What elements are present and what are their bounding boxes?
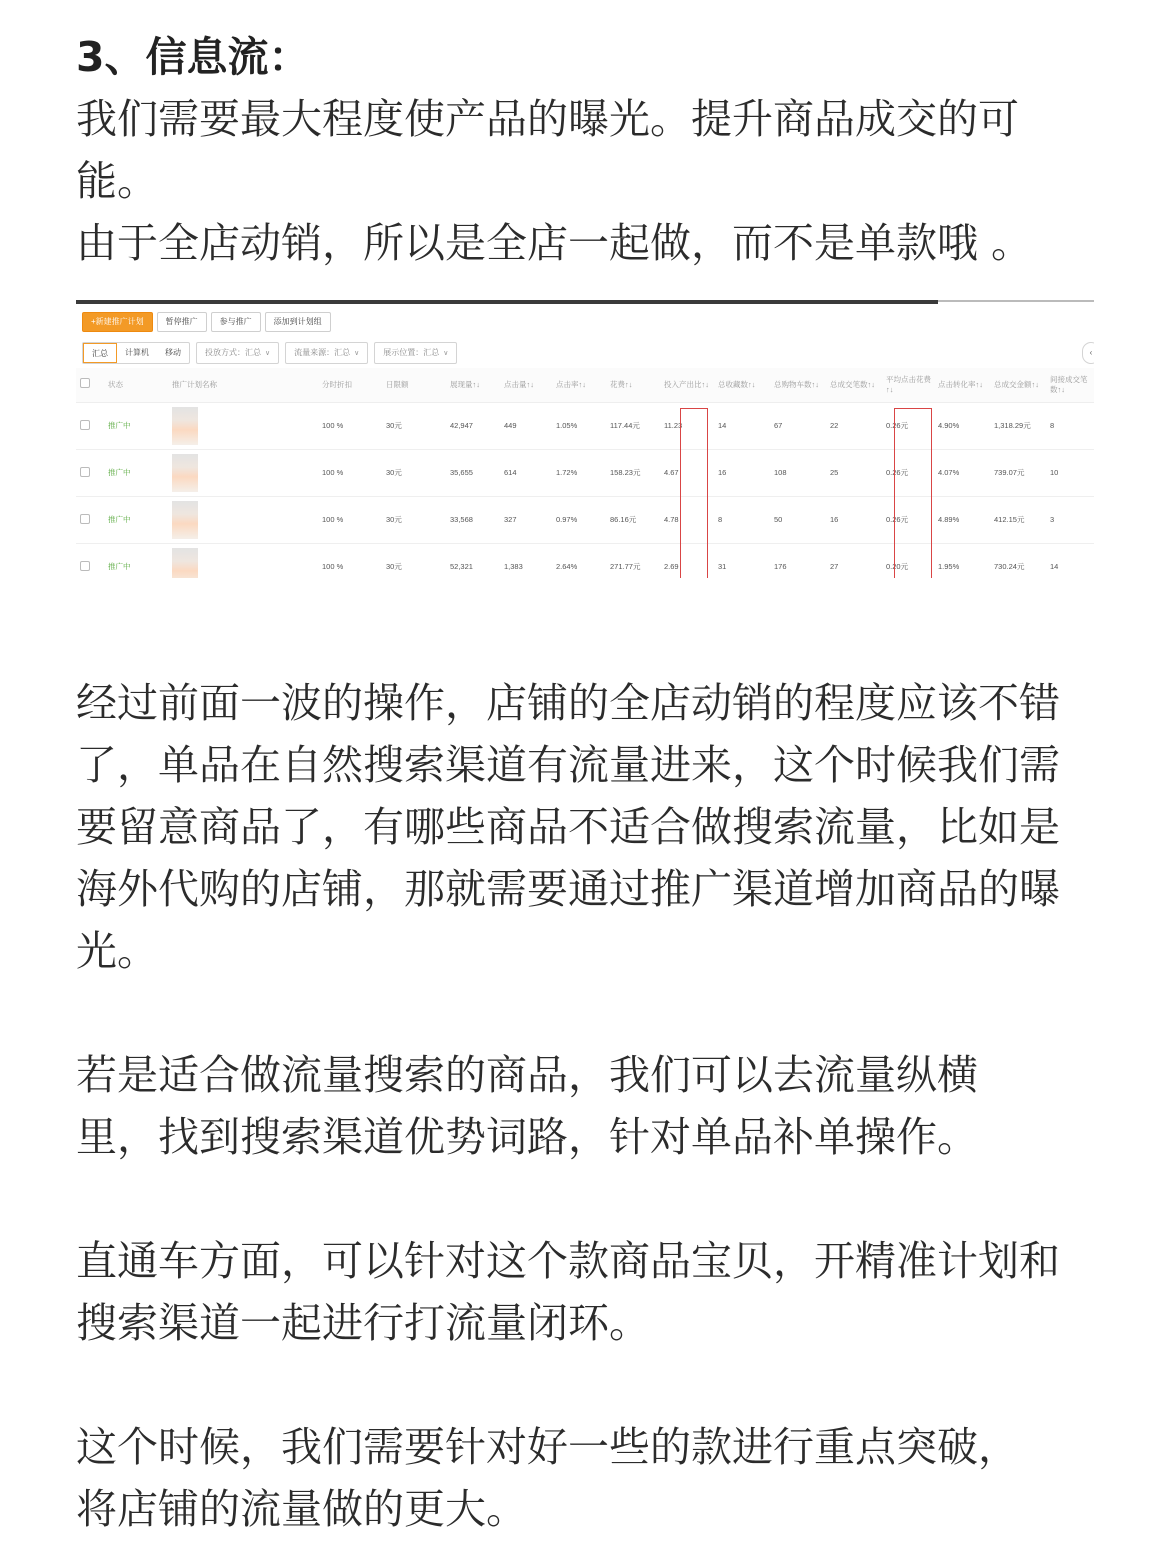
carts-cell: 108 xyxy=(770,449,826,496)
discount-cell: 100 % xyxy=(318,543,382,578)
cost-cell: 86.16元 xyxy=(606,496,660,543)
row-checkbox[interactable] xyxy=(76,402,104,449)
favorites-cell: 8 xyxy=(714,496,770,543)
header-clicks[interactable]: 点击量↑↓ xyxy=(500,368,552,402)
indirect-cell: 10 xyxy=(1046,449,1094,496)
gmv-cell: 412.15元 xyxy=(990,496,1046,543)
orders-cell: 16 xyxy=(826,496,882,543)
favorites-cell: 14 xyxy=(714,402,770,449)
cost-cell: 117.44元 xyxy=(606,402,660,449)
pause-button[interactable]: 暂停推广 xyxy=(157,312,207,332)
ctr-cell: 2.64% xyxy=(552,543,606,578)
chevron-down-icon: ∨ xyxy=(443,350,449,357)
chevron-down-icon: ∨ xyxy=(354,350,360,357)
plan-thumb-cell[interactable] xyxy=(168,496,318,543)
ctr-cell: 1.72% xyxy=(552,449,606,496)
carts-cell: 50 xyxy=(770,496,826,543)
roi-highlight-box xyxy=(680,408,708,578)
row-checkbox[interactable] xyxy=(76,543,104,578)
status-cell: 推广中 xyxy=(104,402,168,449)
limit-cell: 30元 xyxy=(382,543,446,578)
indirect-cell: 8 xyxy=(1046,402,1094,449)
ctr-cell: 1.05% xyxy=(552,402,606,449)
header-plan-name: 推广计划名称 xyxy=(168,368,318,402)
limit-cell: 30元 xyxy=(382,402,446,449)
table-row xyxy=(76,449,1094,496)
row-checkbox[interactable] xyxy=(76,449,104,496)
cpc-highlight-box xyxy=(894,408,932,578)
gmv-cell: 1,318.29元 xyxy=(990,402,1046,449)
header-indirect[interactable]: 间接成交笔数↑↓ xyxy=(1046,368,1094,402)
clicks-cell: 327 xyxy=(500,496,552,543)
table-row xyxy=(76,496,1094,543)
header-select[interactable] xyxy=(76,368,104,402)
paragraph-search-traffic: 若是适合做流量搜索的商品，我们可以去流量纵横里，找到搜索渠道优势词路，针对单品补单操作。 xyxy=(76,1051,978,1161)
cost-cell: 271.77元 xyxy=(606,543,660,578)
table-row xyxy=(76,402,1094,449)
header-status: 状态 xyxy=(104,368,168,402)
cpc-cell: 0.26元 xyxy=(882,449,934,496)
ctr-cell: 0.97% xyxy=(552,496,606,543)
chevron-down-icon: ∨ xyxy=(265,350,271,357)
clicks-cell: 1,383 xyxy=(500,543,552,578)
carts-cell: 67 xyxy=(770,402,826,449)
table-header xyxy=(76,368,1094,402)
row-checkbox[interactable] xyxy=(76,496,104,543)
cvr-cell: 4.07% xyxy=(934,449,990,496)
paragraph-operation: 经过前面一波的操作，店铺的全店动销的程度应该不错了，单品在自然搜索渠道有流量进来，这个时候我们需要留意商品了，有哪些商品不适合做搜索流量，比如是海外代购的店铺，那就需要通过推广渠道增加商品的曝光。 xyxy=(76,679,1060,975)
indirect-cell: 3 xyxy=(1046,496,1094,543)
status-cell: 推广中 xyxy=(104,543,168,578)
header-roi[interactable]: 投入产出比↑↓ xyxy=(660,368,714,402)
paragraph-breakthrough: 这个时候，我们需要针对好一些的款进行重点突破，将店铺的流量做的更大。 xyxy=(76,1423,1019,1533)
cost-cell: 158.23元 xyxy=(606,449,660,496)
clicks-cell: 449 xyxy=(500,402,552,449)
plan-thumbnail xyxy=(172,454,198,492)
header-impressions[interactable]: 展现量↑↓ xyxy=(446,368,500,402)
impressions-cell: 35,655 xyxy=(446,449,500,496)
roi-cell: 4.78 xyxy=(660,496,714,543)
carts-cell: 176 xyxy=(770,543,826,578)
impressions-cell: 52,321 xyxy=(446,543,500,578)
plan-thumb-cell[interactable] xyxy=(168,543,318,578)
roi-cell: 11.23 xyxy=(660,402,714,449)
favorites-cell: 31 xyxy=(714,543,770,578)
limit-cell: 30元 xyxy=(382,496,446,543)
segment-summary[interactable]: 汇总 xyxy=(83,343,117,363)
roi-cell: 4.67 xyxy=(660,449,714,496)
header-ctr[interactable]: 点击率↑↓ xyxy=(552,368,606,402)
plan-table xyxy=(76,368,1094,578)
cpc-cell: 0.26元 xyxy=(882,496,934,543)
toolbar xyxy=(82,312,331,332)
status-cell: 推广中 xyxy=(104,449,168,496)
plan-thumbnail xyxy=(172,407,198,445)
header-cpc[interactable]: 平均点击花费↑↓ xyxy=(882,368,934,402)
header-discount: 分时折扣 xyxy=(318,368,382,402)
plan-thumbnail xyxy=(172,548,198,579)
orders-cell: 22 xyxy=(826,402,882,449)
header-cvr[interactable]: 点击转化率↑↓ xyxy=(934,368,990,402)
cvr-cell: 4.90% xyxy=(934,402,990,449)
indirect-cell: 14 xyxy=(1046,543,1094,578)
gmv-cell: 730.24元 xyxy=(990,543,1046,578)
traffic-source-dropdown[interactable]: 流量来源：汇总 ∨ xyxy=(285,342,368,364)
roi-cell: 2.69 xyxy=(660,543,714,578)
orders-cell: 27 xyxy=(826,543,882,578)
header-gmv[interactable]: 总成交金额↑↓ xyxy=(990,368,1046,402)
section-heading: 3、信息流： xyxy=(76,33,310,81)
promotion-screenshot xyxy=(76,300,1094,578)
cvr-cell: 1.95% xyxy=(934,543,990,578)
add-to-group-button[interactable]: 添加到计划组 xyxy=(265,312,331,332)
table-row xyxy=(76,543,1094,578)
delivery-dropdown[interactable]: 投放方式：汇总 ∨ xyxy=(196,342,279,364)
header-cost[interactable]: 花费↑↓ xyxy=(606,368,660,402)
header-orders[interactable]: 总成交笔数↑↓ xyxy=(826,368,882,402)
discount-cell: 100 % xyxy=(318,496,382,543)
limit-cell: 30元 xyxy=(382,449,446,496)
cpc-cell: 0.26元 xyxy=(882,402,934,449)
favorites-cell: 16 xyxy=(714,449,770,496)
placement-dropdown[interactable]: 展示位置：汇总 ∨ xyxy=(374,342,457,364)
collapse-button[interactable]: ‹ xyxy=(1082,342,1094,364)
cvr-cell: 4.89% xyxy=(934,496,990,543)
cpc-cell: 0.20元 xyxy=(882,543,934,578)
clicks-cell: 614 xyxy=(500,449,552,496)
impressions-cell: 33,568 xyxy=(446,496,500,543)
discount-cell: 100 % xyxy=(318,402,382,449)
join-button[interactable]: 参与推广 xyxy=(211,312,261,332)
header-carts[interactable]: 总购物车数↑↓ xyxy=(770,368,826,402)
segment-computer[interactable]: 计算机 xyxy=(125,348,149,357)
header-favorites[interactable]: 总收藏数↑↓ xyxy=(714,368,770,402)
new-plan-button[interactable]: +新建推广计划 xyxy=(82,312,153,332)
orders-cell: 25 xyxy=(826,449,882,496)
device-segment xyxy=(82,342,190,364)
paragraph-exposure: 我们需要最大程度使产品的曝光。提升商品成交的可能。 xyxy=(76,95,1019,205)
impressions-cell: 42,947 xyxy=(446,402,500,449)
plan-thumb-cell[interactable] xyxy=(168,449,318,496)
screenshot-top-border-right xyxy=(938,300,1094,302)
paragraph-whole-store: 由于全店动销，所以是全店一起做，而不是单款哦 。 xyxy=(76,219,1033,267)
discount-cell: 100 % xyxy=(318,449,382,496)
header-limit: 日限额 xyxy=(382,368,446,402)
status-cell: 推广中 xyxy=(104,496,168,543)
filter-row xyxy=(82,342,457,364)
screenshot-top-border xyxy=(76,300,938,304)
plan-thumbnail xyxy=(172,501,198,539)
paragraph-through-train: 直通车方面，可以针对这个款商品宝贝，开精准计划和搜索渠道一起进行打流量闭环。 xyxy=(76,1237,1060,1347)
plan-thumb-cell[interactable] xyxy=(168,402,318,449)
gmv-cell: 739.07元 xyxy=(990,449,1046,496)
segment-mobile[interactable]: 移动 xyxy=(165,348,181,357)
